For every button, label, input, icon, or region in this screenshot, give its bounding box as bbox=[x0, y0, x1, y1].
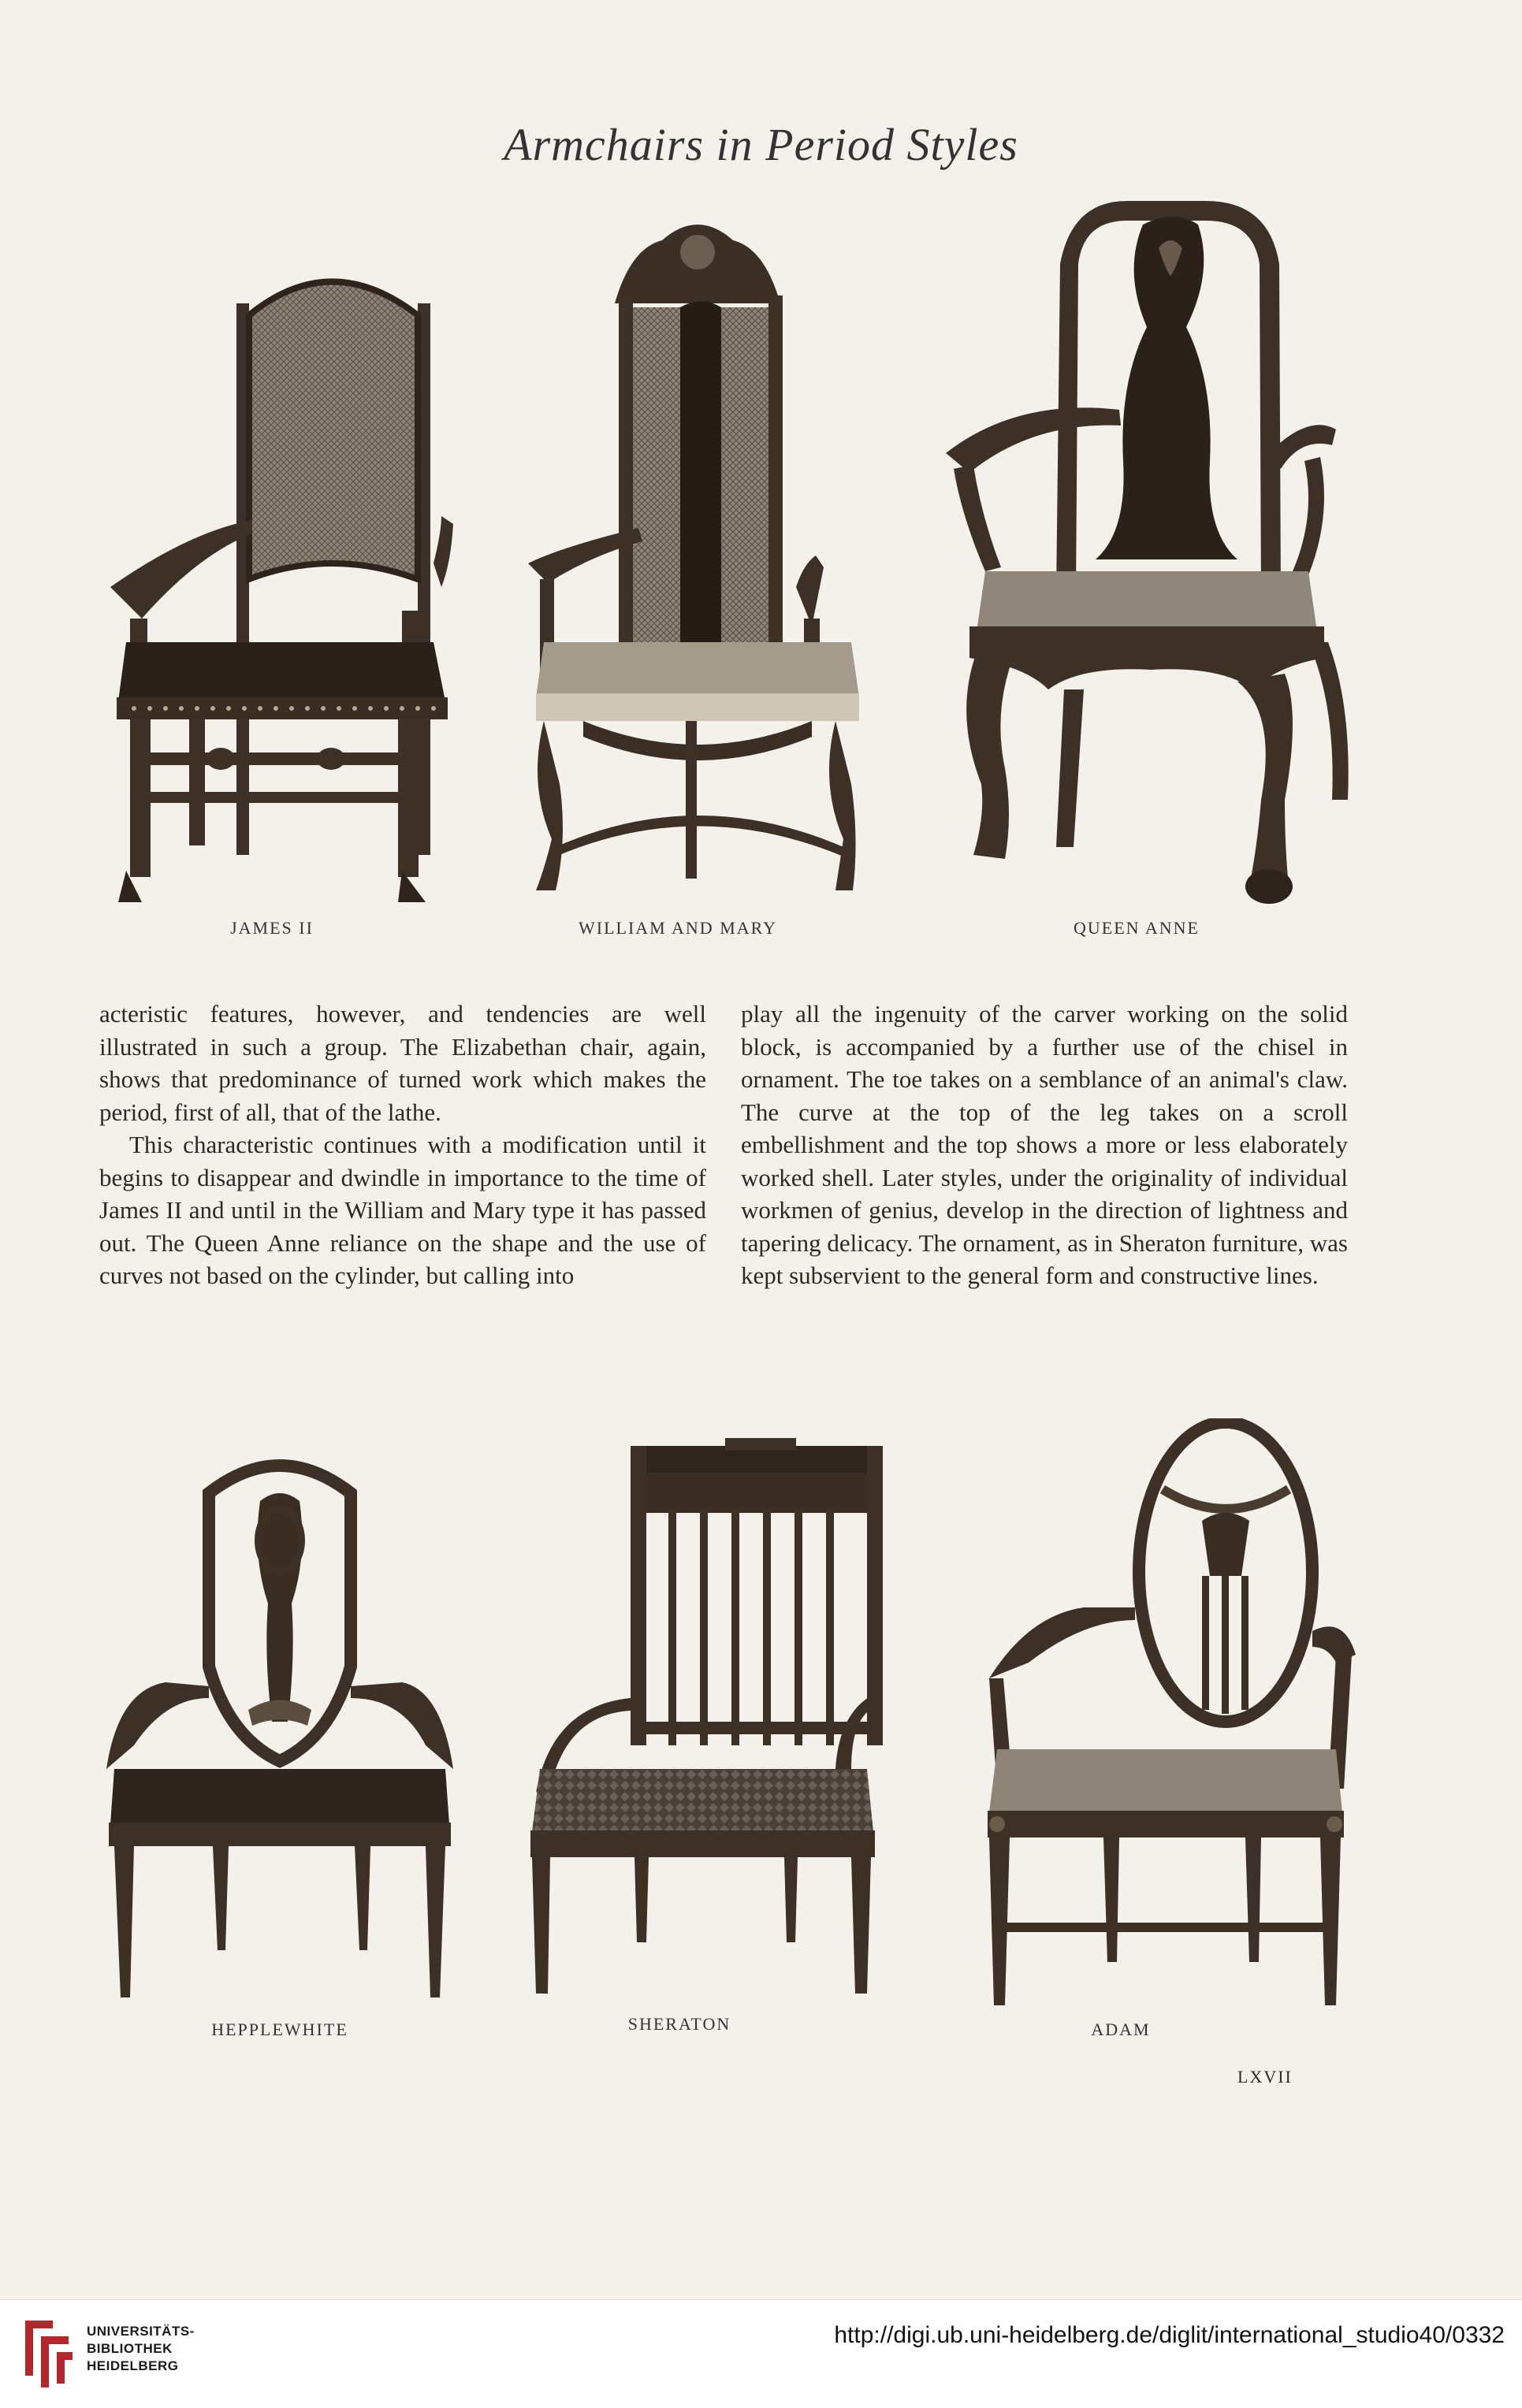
text-column-right bbox=[741, 998, 1348, 1292]
caption-adam: ADAM bbox=[1091, 2020, 1151, 2039]
paragraph: This characteristic continues with a modification until it begins to disappear and dwindle in importance to the time of James II and until in the William and Mary type it has passed out. The Queen Anne reliance on the shape and the use of curves not based on the cylinder, but calling into bbox=[99, 1131, 706, 1289]
caption-hepplewhite: HEPPLEWHITE bbox=[211, 2020, 348, 2039]
queen-anne-armchair-photo bbox=[938, 201, 1364, 910]
paragraph: acteristic features, however, and tendencies are well illustrated in such a group. The Elizabethan chair, again, shows that predominance of turned work which makes the period, first of all, that of the lathe. bbox=[99, 1000, 706, 1126]
plate-queen-anne bbox=[938, 201, 1364, 910]
page-title: Armchairs in Period Styles bbox=[504, 119, 1018, 170]
adam-armchair-photo bbox=[966, 1418, 1360, 2017]
plate-hepplewhite bbox=[95, 1430, 465, 2005]
caption-sheraton: SHERATON bbox=[627, 2014, 731, 2034]
plate-william-and-mary bbox=[512, 217, 883, 902]
hepplewhite-armchair-photo bbox=[95, 1430, 465, 2005]
page-number: LXVII bbox=[1237, 2067, 1293, 2087]
plate-james-ii bbox=[95, 248, 465, 902]
william-and-mary-armchair-photo bbox=[512, 217, 883, 902]
plate-adam bbox=[966, 1418, 1360, 2017]
source-url-link[interactable]: http://digi.ub.uni-heidelberg.de/diglit/international_studio40/0332 bbox=[834, 2322, 1505, 2348]
text-column-left bbox=[99, 998, 706, 1292]
caption-james-ii: JAMES II bbox=[230, 918, 314, 938]
library-name-line: UNIVERSITÄTS- bbox=[87, 2324, 195, 2339]
digitization-footer bbox=[0, 2299, 1522, 2408]
plate-sheraton bbox=[520, 1438, 883, 1997]
paragraph: play all the ingenuity of the carver working on the solid block, is accompanied by a further use of the chisel in ornament. The toe takes on a semblance of an animal's claw. The curve at the top of the leg takes on a scroll embellishment and the top shows a more or less elaborately worked shell. Later styles, under the originality of individual workmen of genius, develop in the direction of lightness and tapering delicacy. The ornament, as in Sheraton furniture, was kept subservient to the general form and constructive lines. bbox=[741, 1000, 1348, 1289]
library-name bbox=[87, 2323, 195, 2375]
university-library-logo bbox=[17, 2313, 80, 2395]
library-name-line: HEIDELBERG bbox=[87, 2358, 179, 2373]
caption-queen-anne: QUEEN ANNE bbox=[1074, 918, 1200, 938]
caption-william-and-mary: WILLIAM AND MARY bbox=[579, 918, 777, 938]
james-ii-armchair-photo bbox=[95, 248, 465, 902]
library-name-line: BIBLIOTHEK bbox=[87, 2341, 173, 2356]
sheraton-armchair-photo bbox=[520, 1438, 883, 1997]
